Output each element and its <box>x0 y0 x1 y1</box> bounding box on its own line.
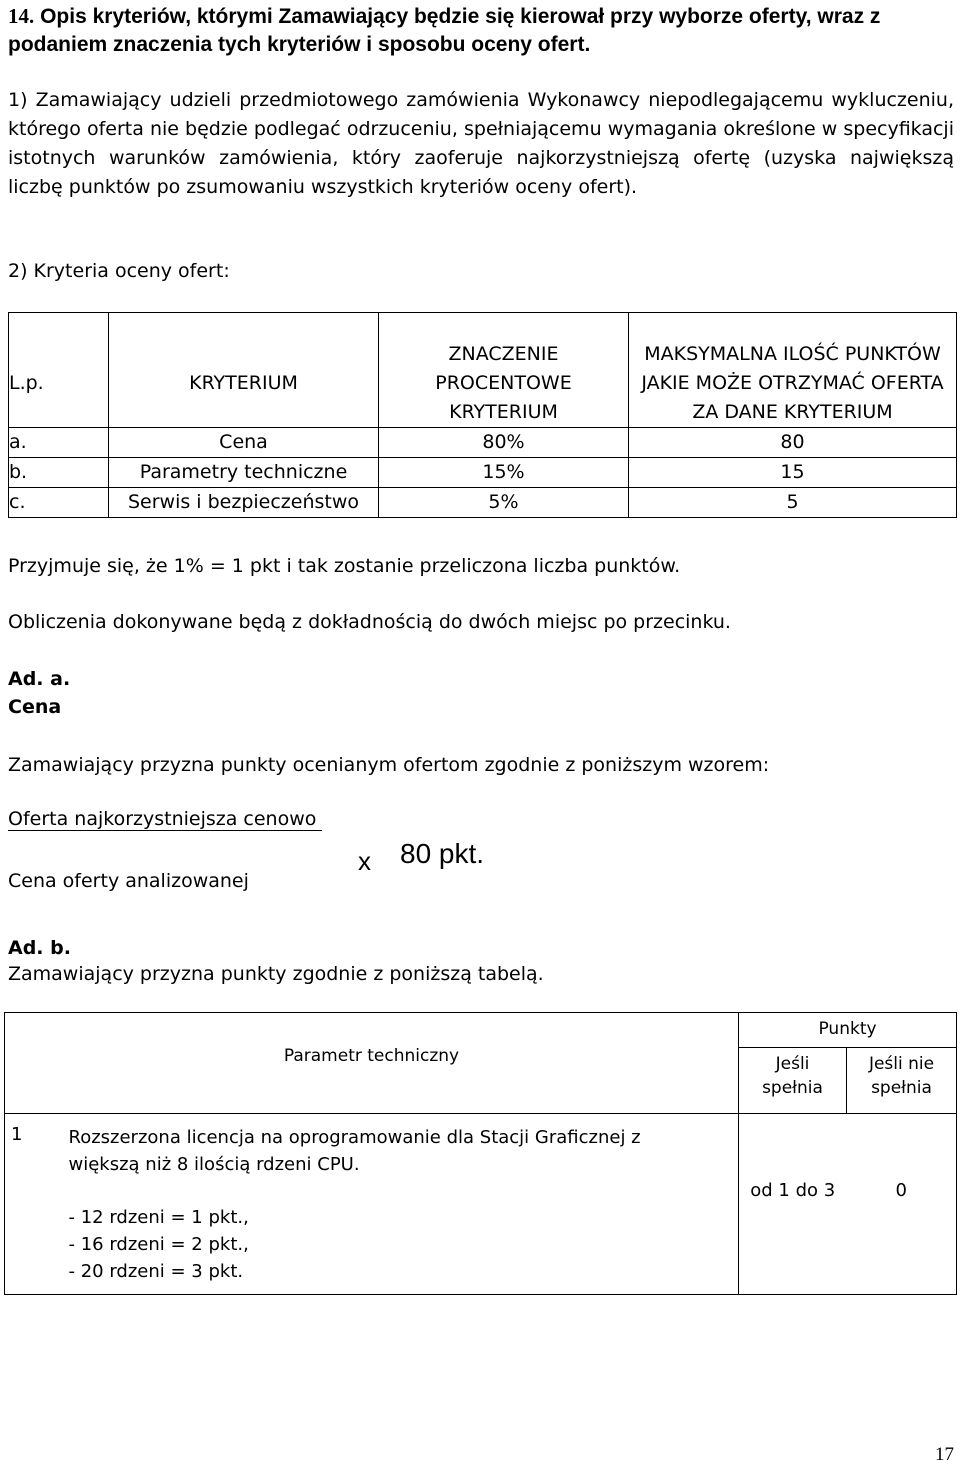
row-criterion: Cena <box>109 428 379 458</box>
param-details <box>69 1204 699 1285</box>
note-precision: Obliczenia dokonywane będą z dokładnością do dwóch miejsc po przecinku. <box>8 611 731 633</box>
table-row <box>9 428 957 458</box>
section-heading-text: Opis kryteriów, którymi Zamawiający będzie się kierował przy wyborze oferty, wraz z podaniem znaczenia tych kryteriów i sposobu oceny ofert. <box>8 5 881 56</box>
param-description-cell <box>65 1114 739 1295</box>
row-lp: a. <box>9 428 109 458</box>
paragraph-award-rule: 1) Zamawiający udzieli przedmiotowego zamówienia Wykonawcy niepodlegającemu wykluczeniu, którego oferta nie będzie podlegać odrzuceniu, spełniającemu wymagania określone w specyfikacji istotnych warunków zamówienia, który zaoferuje najkorzystniejszą ofertę (uzyska największą liczbę punktów po zsumowaniu wszystkich kryteriów oceny ofert). <box>8 89 954 198</box>
row-criterion: Serwis i bezpieczeństwo <box>109 488 379 518</box>
params-header-row <box>5 1013 957 1048</box>
param-points-if-not-met: 0 <box>847 1114 957 1295</box>
param-description: Rozszerzona licencja na oprogramowanie dla Stacji Graficznej z większą niż 8 ilością rdzeni CPU. <box>68 1127 641 1175</box>
criteria-table-header <box>9 313 957 428</box>
section-a-label: Ad. a. <box>8 668 71 690</box>
criteria-table <box>8 312 957 518</box>
section-b-label: Ad. b. <box>8 937 71 959</box>
header-points: Punkty <box>739 1013 957 1048</box>
row-percent: 80% <box>379 428 629 458</box>
section-heading <box>8 2 956 59</box>
param-detail-line: - 12 rdzeni = 1 pkt., <box>68 1207 249 1228</box>
header-percent: ZNACZENIE PROCENTOWE KRYTERIUM <box>379 313 629 428</box>
header-parameter: Parametr techniczny <box>283 1046 460 1066</box>
row-max-points: 15 <box>629 458 957 488</box>
table-row <box>5 1114 957 1295</box>
section-a-intro: Zamawiający przyzna punkty ocenianym ofertom zgodnie z poniższym wzorem: <box>8 754 770 776</box>
criteria-title: 2) Kryteria oceny ofert: <box>8 260 230 282</box>
table-row <box>9 488 957 518</box>
formula-times: x <box>358 846 371 876</box>
row-percent: 15% <box>379 458 629 488</box>
header-criterion: KRYTERIUM <box>109 313 379 428</box>
row-max-points: 80 <box>629 428 957 458</box>
header-if-met: Jeśli spełnia <box>739 1048 847 1114</box>
row-max-points: 5 <box>629 488 957 518</box>
header-max-points: MAKSYMALNA ILOŚĆ PUNKTÓW JAKIE MOŻE OTRZYMAĆ OFERTA ZA DANE KRYTERIUM <box>629 313 957 428</box>
row-criterion: Parametry techniczne <box>109 458 379 488</box>
table-row <box>9 458 957 488</box>
param-detail-line: - 20 rdzeni = 3 pkt. <box>68 1261 244 1282</box>
section-b-intro: Zamawiający przyzna punkty zgodnie z poniższą tabelą. <box>8 963 544 985</box>
section-a-title: Cena <box>8 696 62 718</box>
param-number: 1 <box>5 1114 65 1295</box>
formula-points: 80 pkt. <box>400 838 485 869</box>
row-lp: c. <box>9 488 109 518</box>
row-lp: b. <box>9 458 109 488</box>
technical-parameters-table <box>4 1012 957 1295</box>
page-number: 17 <box>935 1444 954 1465</box>
row-percent: 5% <box>379 488 629 518</box>
param-points-if-met: od 1 do 3 <box>739 1114 847 1295</box>
note-points-conversion: Przyjmuje się, że 1% = 1 pkt i tak zostanie przeliczona liczba punktów. <box>8 555 681 577</box>
header-if-not-met: Jeśli nie spełnia <box>847 1048 957 1114</box>
param-detail-line: - 16 rdzeni = 2 pkt., <box>68 1234 249 1255</box>
header-lp: L.p. <box>9 313 109 428</box>
formula-numerator: Oferta najkorzystniejsza cenowo <box>8 806 322 832</box>
section-number: 14. <box>8 4 35 28</box>
formula-denominator: Cena oferty analizowanej <box>8 870 249 892</box>
